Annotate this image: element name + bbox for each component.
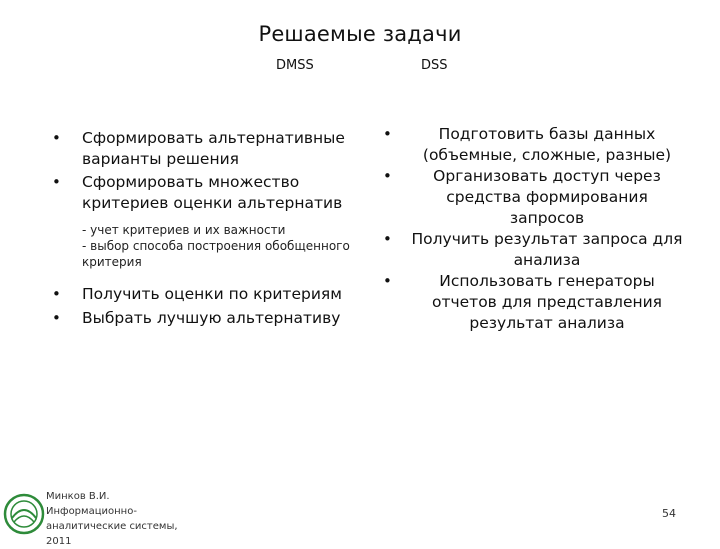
column-header-dss: DSS <box>421 58 448 73</box>
list-item-text: Получить результат запроса для анализа <box>411 230 683 269</box>
list-item <box>52 308 382 329</box>
sub-item: - выбор способа построения обобщенного критерия <box>82 239 350 269</box>
bullet-icon: • <box>52 309 61 327</box>
list-item-text: Выбрать лучшую альтернативу <box>82 309 341 327</box>
left-column-list <box>52 128 382 329</box>
footer-author-line: аналитические системы, <box>46 521 178 532</box>
slide-title: Решаемые задачи <box>258 22 462 46</box>
list-item-text: Сформировать альтернативные варианты решения <box>82 129 345 168</box>
list-item <box>52 172 382 214</box>
footer-author <box>46 489 186 549</box>
footer-author-line: Минков В.И. <box>46 491 110 502</box>
list-item <box>52 128 382 170</box>
list-item <box>383 271 683 334</box>
bullet-icon: • <box>383 272 392 290</box>
list-item-text: Получить оценки по критериям <box>82 285 342 303</box>
bullet-icon: • <box>52 285 61 303</box>
footer-author-line: Информационно- <box>46 506 137 517</box>
list-item <box>383 166 683 229</box>
list-item-text: Организовать доступ через средства формирования запросов <box>433 167 661 227</box>
list-item <box>52 284 382 305</box>
page-number: 54 <box>662 507 676 520</box>
list-item-text: Подготовить базы данных (объемные, сложные, разные) <box>422 125 672 164</box>
bullet-icon: • <box>52 173 61 191</box>
footer-author-line: 2011 <box>46 536 72 547</box>
list-item <box>383 229 683 271</box>
bullet-icon: • <box>383 167 392 185</box>
right-column-list <box>383 124 683 334</box>
bullet-icon: • <box>52 129 61 147</box>
bullet-icon: • <box>383 230 392 248</box>
list-item-text: Сформировать множество критериев оценки альтернатив <box>82 173 343 212</box>
bullet-icon: • <box>383 125 392 143</box>
list-item-text: Использовать генераторы отчетов для представления результат анализа <box>431 272 663 332</box>
column-header-dmss: DMSS <box>276 58 314 73</box>
sub-item: - учет критериев и их важности <box>82 223 286 237</box>
list-item <box>383 124 683 166</box>
green-circle-logo-icon <box>2 488 46 540</box>
